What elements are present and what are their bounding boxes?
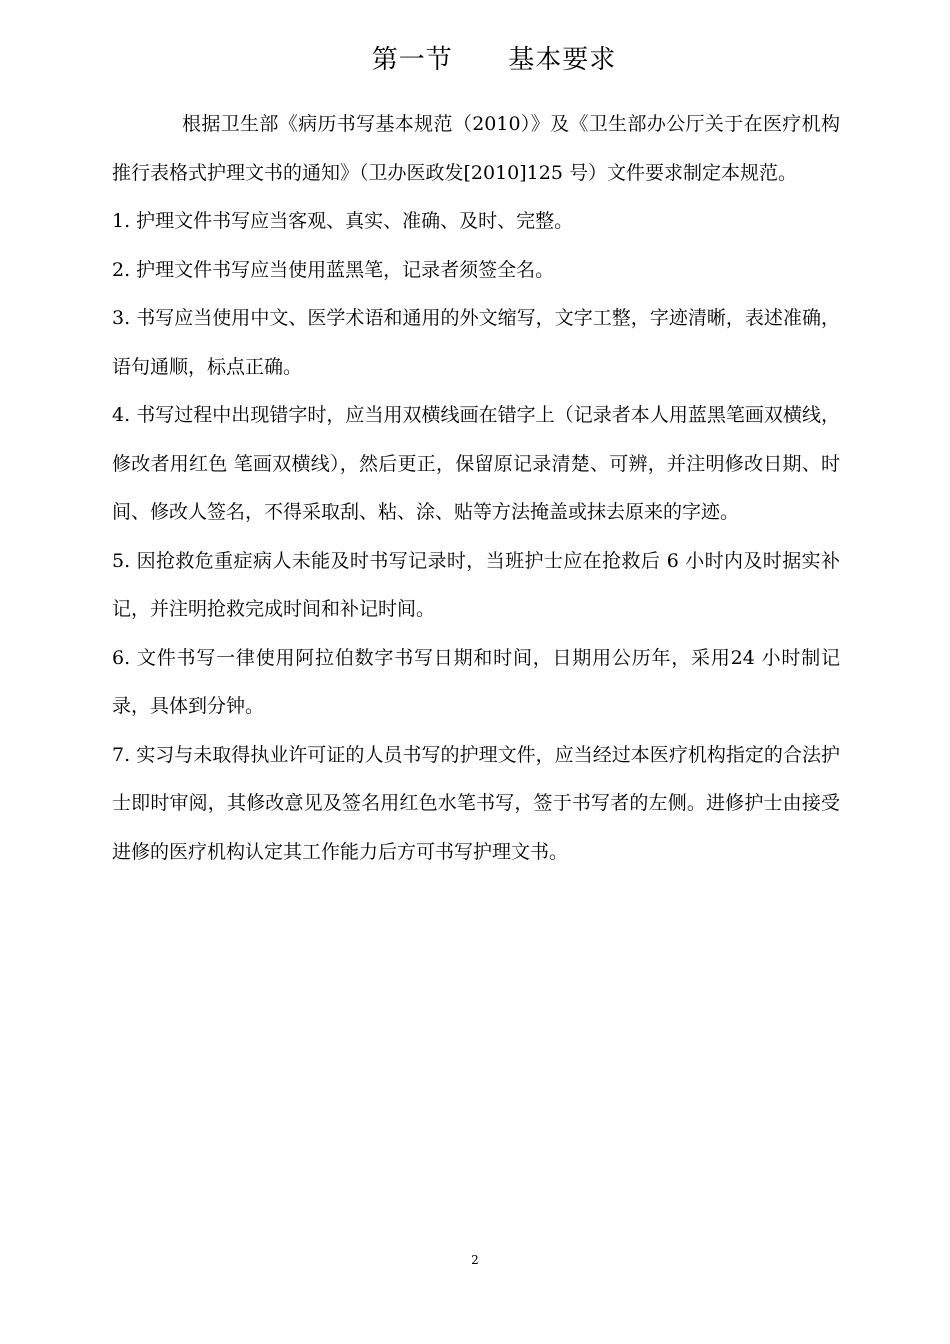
document-body xyxy=(112,100,840,876)
requirement-item-4: 4. 书写过程中出现错字时，应当用双横线画在错字上（记录者本人用蓝黑笔画双横线，修改者用红色 笔画双横线），然后更正，保留原记录清楚、可辨，并注明修改日期、时间、修改人签名，不得采取刮、粘、涂、贴等方法掩盖或抹去原来的字迹。 xyxy=(112,404,840,523)
section-title: 第一节 基本要求 xyxy=(371,45,617,75)
requirement-item-1: 1. 护理文件书写应当客观、真实、准确、及时、完整。 xyxy=(112,210,574,232)
page-number: 2 xyxy=(471,1253,479,1267)
requirement-item-6: 6. 文件书写一律使用阿拉伯数字书写日期和时间，日期用公历年，采用24 小时制记录，具体到分钟。 xyxy=(112,646,840,717)
requirement-item-2: 2. 护理文件书写应当使用蓝黑笔，记录者须签全名。 xyxy=(112,258,555,281)
requirement-item-3: 3. 书写应当使用中文、医学术语和通用的外文缩写，文字工整，字迹清晰，表述准确，语句通顺，标点正确。 xyxy=(112,307,840,378)
requirement-item-7: 7. 实习与未取得执业许可证的人员书写的护理文件，应当经过本医疗机构指定的合法护士即时审阅，其修改意见及签名用红色水笔书写，签于书写者的左侧。进修护士由接受进修的医疗机构认定其工作能力后方可书写护理文书。 xyxy=(112,743,840,863)
intro-paragraph: 根据卫生部《病历书写基本规范（2010）》及《卫生部办公厅关于在医疗机构推行表格式护理文书的通知》（卫办医政发[2010]125 号）文件要求制定本规范。 xyxy=(112,113,840,184)
requirement-item-5: 5. 因抢救危重症病人未能及时书写记录时，当班护士应在抢救后 6 小时内及时据实补记，并注明抢救完成时间和补记时间。 xyxy=(112,549,840,620)
